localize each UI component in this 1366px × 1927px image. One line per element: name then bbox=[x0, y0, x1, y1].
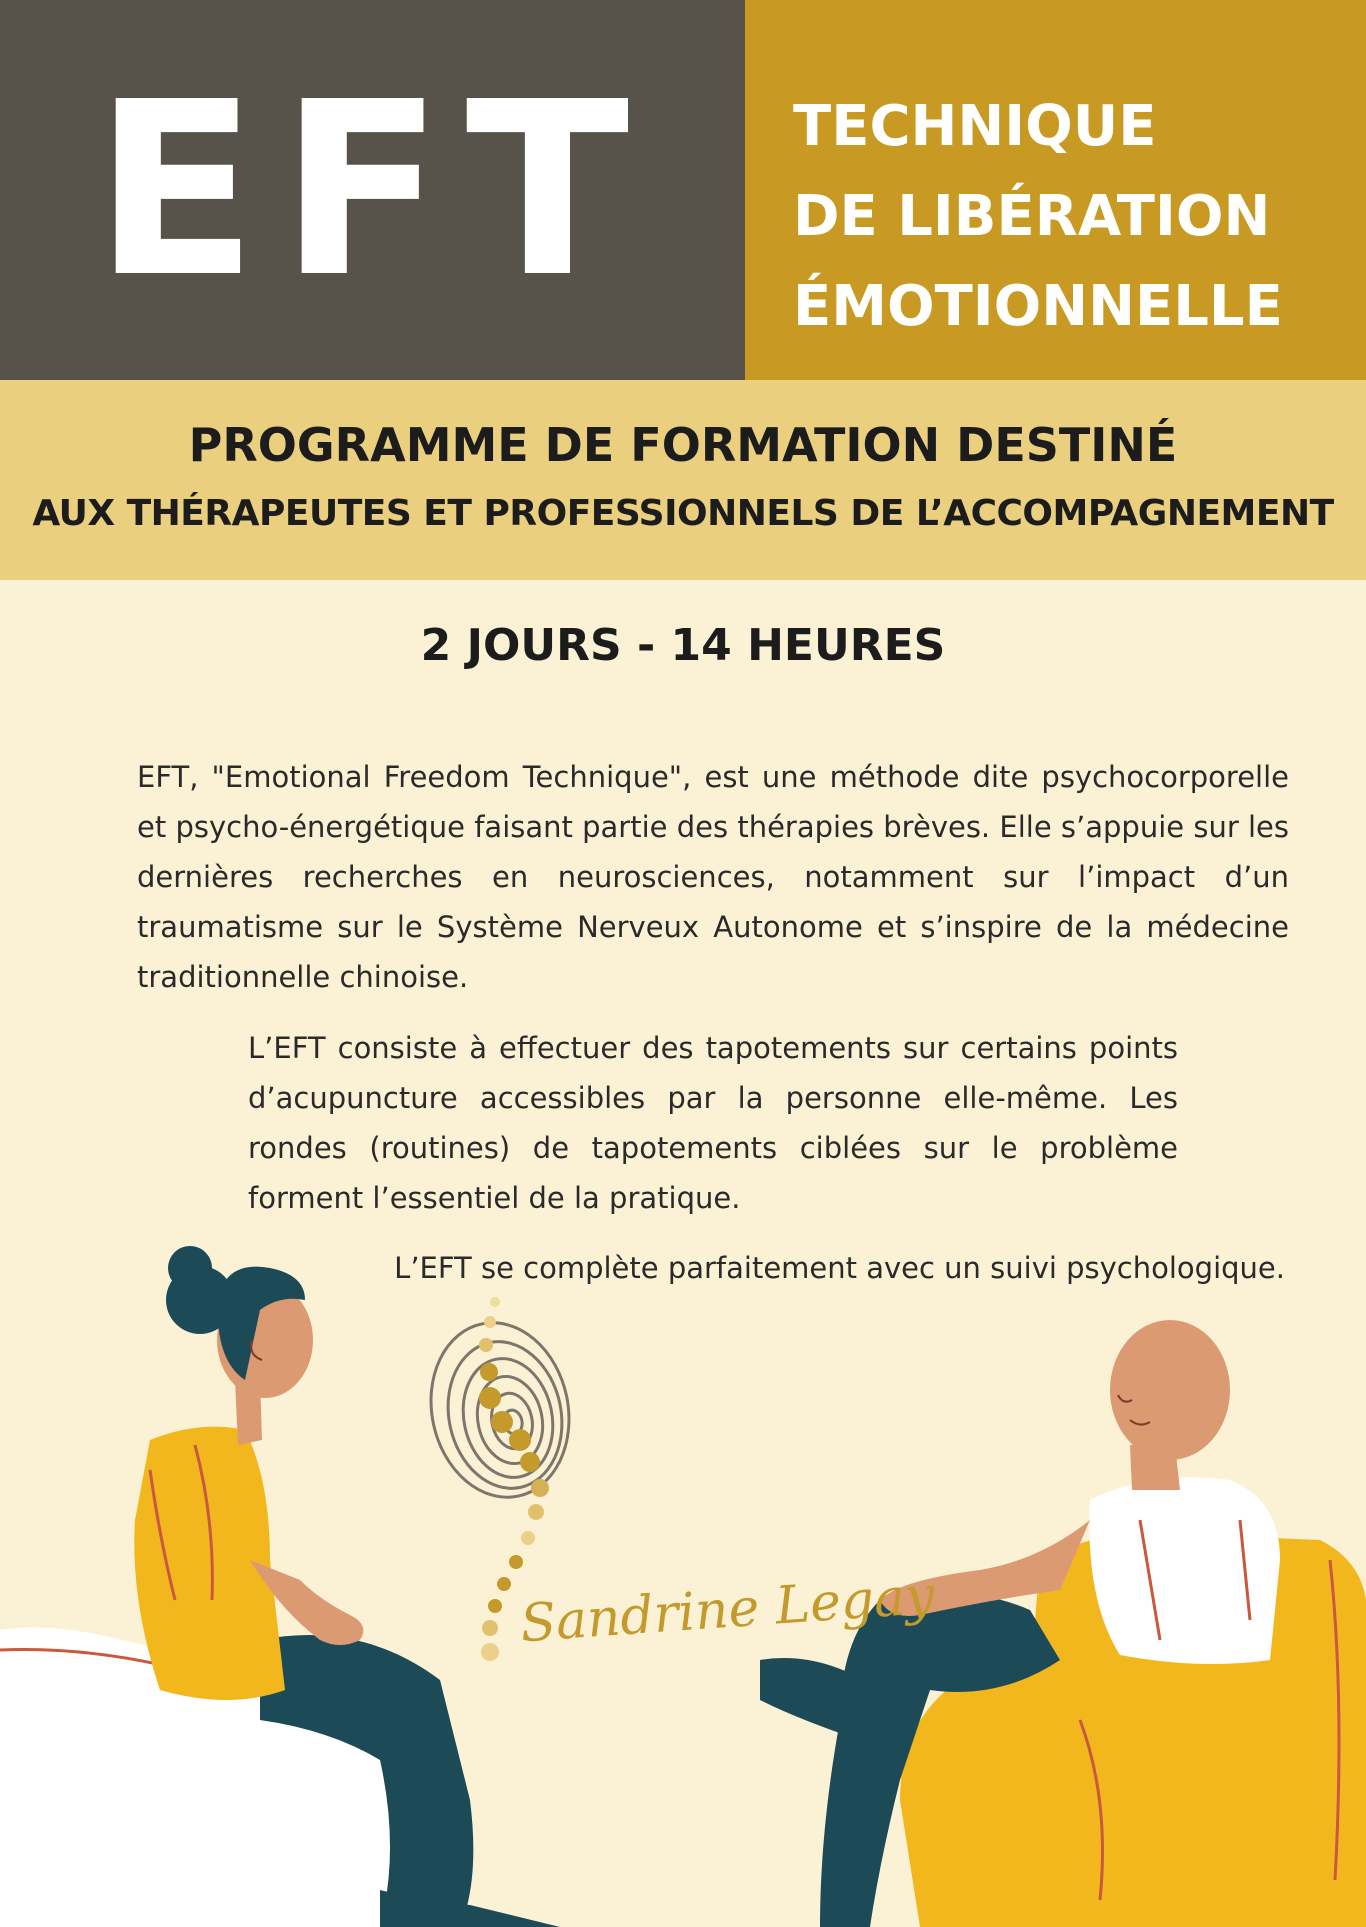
signature: Sandrine Legay bbox=[518, 1565, 937, 1655]
duration-heading: 2 JOURS - 14 HEURES bbox=[420, 620, 946, 671]
header-title-line: TECHNIQUE bbox=[793, 94, 1157, 159]
program-subtitle: AUX THÉRAPEUTES ET PROFESSIONNELS DE L’ACCOMPAGNEMENT bbox=[32, 493, 1334, 534]
eft-logo: EFT bbox=[93, 50, 652, 330]
complement-paragraph: L’EFT se complète parfaitement avec un suivi psychologique. bbox=[394, 1251, 1285, 1285]
header-title-line: DE LIBÉRATION bbox=[793, 184, 1271, 249]
intro-paragraph: EFT, "Emotional Freedom Technique", est une méthode dite psychocorporelle et psycho-énergétique faisant partie des thérapies brèves. Elle s’appuie sur les dernières recherches en neurosciences, notamment sur l’impact d’un traumatisme sur le Système Nerveux Autonome et s’inspire de la médecine traditionnelle chinoise. bbox=[137, 760, 1289, 994]
header-title-line: ÉMOTIONNELLE bbox=[793, 274, 1283, 339]
method-paragraph: L’EFT consiste à effectuer des tapotements sur certains points d’acupuncture accessibles par la personne elle-même. Les rondes (routines) de tapotements ciblées sur le problème forment l’essentiel de la pratique. bbox=[248, 1031, 1178, 1215]
spiral-logo-icon bbox=[415, 1310, 585, 1510]
program-title: PROGRAMME DE FORMATION DESTINÉ bbox=[188, 418, 1178, 472]
